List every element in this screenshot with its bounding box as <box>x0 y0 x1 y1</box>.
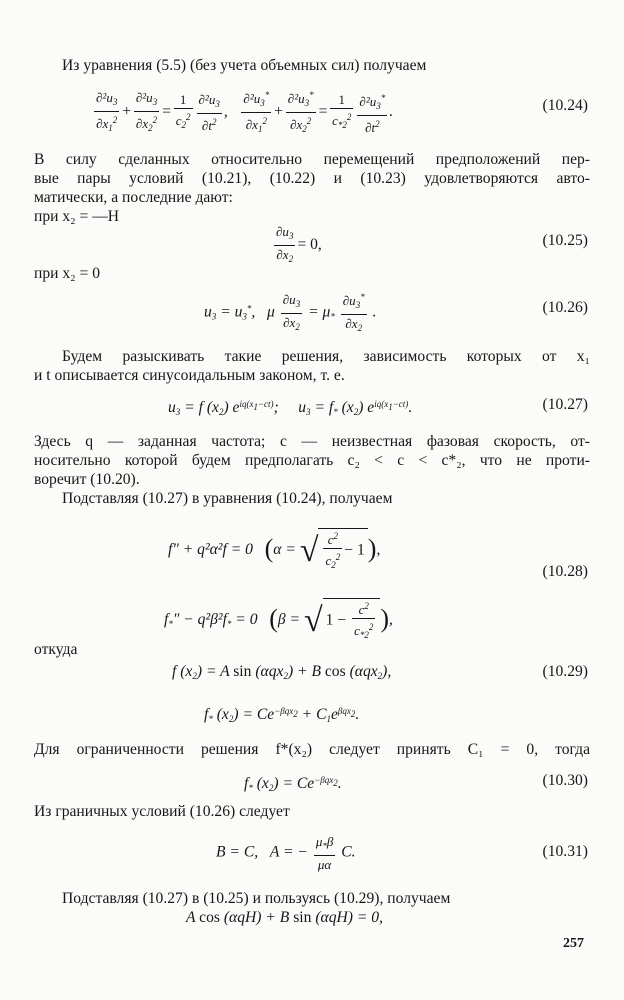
paragraph-line: и t описывается синусоидальным законом, т. е. <box>34 367 345 384</box>
equation-10-24: $\frac{\partial^2u_3}{\partial x_1^2}$ + $\frac{\partial^2u_3}{\partial x_2^2}$ = $\frac{1}{c_2^2}$ $\frac{\partial^2u_3}{\partial t^2}$ , $\frac{\partial^2u_3^*}{\partial x_1^2}$ + $\frac{\partial^2u_3^*}{\partial x_2^2}$ = $\frac{1}{c_{*2}^2}$ $\frac{\partial^2u_3^*}{\partial t^2}$ . <box>96 89 394 135</box>
equation-number: (10.27) <box>542 396 588 413</box>
equation-10-29a: f $(x_2) = A$ sin (αqx$_2$) + B cos (αqx$_2$), <box>172 663 392 681</box>
equation-10-28b: $f_*'' - q^2\beta^2f_* = 0$ (β = √ 1 − $\frac{c^2}{c_{*2}^2}$ ), <box>164 598 393 643</box>
condition-label: при x₂ = —H <box>34 208 120 225</box>
paragraph-line: Подставляя (10.27) в уравнения (10.24), получаем <box>62 490 393 507</box>
equation-10-26: $u_3 = u_3^*$, μ $\frac{\partial u_3}{\partial x_2}$ = $\mu_*$ $\frac{\partial u_3^*}{\partial x_2}$ . <box>204 291 377 333</box>
equation-number: (10.29) <box>542 663 588 680</box>
equation-10-27: $u_3 = f$ $(x_2)$ $e^{iq(x_1-ct)}$; $u_3 = f_*$ $(x_2)$ $e^{iq(x_1-ct)}$. <box>168 399 413 417</box>
equation-number: (10.31) <box>542 843 588 860</box>
equation-number: (10.25) <box>542 232 588 249</box>
paragraph-line: Подставляя (10.27) в (10.25) и пользуясь (10.29), получаем <box>62 890 451 907</box>
equation-final: A cos (αqH) + B sin (αqH) = 0, <box>186 909 383 926</box>
paragraph-line: воречит (10.20). <box>34 471 140 488</box>
paragraph-line: матически, а последние дают: <box>34 189 233 206</box>
paragraph-line: Из уравнения (5.5) (без учета объемных сил) получаем <box>62 57 427 74</box>
equation-10-31: B = C, A = − $\frac{\mu_*\beta}{\mu\alpha}$ C. <box>216 834 356 872</box>
paragraph-line: Из граничных условий (10.26) следует <box>34 803 290 820</box>
paragraph-line: Здесь q — заданная частота; c — неизвестная фазовая скорость, от- <box>34 433 590 450</box>
equation-10-30: $f_*$ $(x_2) = Ce^{-\beta qx_2}$. <box>244 775 342 793</box>
paragraph-line: В силу сделанных относительно перемещений предположений пер- <box>34 151 590 168</box>
equation-number: (10.30) <box>542 772 588 789</box>
paragraph-line: Будем разыскивать такие решения, зависимость которых от x₁ <box>62 348 590 365</box>
paragraph-line: носительно которой будем предполагать c₂ < c < c*₂, что не проти- <box>34 452 590 469</box>
equation-number: (10.24) <box>542 97 588 114</box>
paragraph-line: вые пары условий (10.21), (10.22) и (10.23) удовлетворяются авто- <box>34 170 590 187</box>
equation-10-29b: $f_*$ $(x_2) = Ce^{-\beta qx_2} + C_1e^{\beta qx_2}$. <box>204 706 360 724</box>
paragraph-line: Для ограниченности решения f*(x₂) следует принять C₁ = 0, тогда <box>34 741 590 758</box>
paragraph-line: откуда <box>34 641 78 658</box>
page-number: 257 <box>563 936 584 951</box>
equation-number: (10.28) <box>542 563 588 580</box>
condition-label: при x₂ = 0 <box>34 265 101 282</box>
equation-10-28a: f″ + q²α²f = 0 (α = √ $\frac{c^2}{c_2^2}$ − 1 ), <box>168 528 380 573</box>
equation-10-25: $\frac{\partial u_3}{\partial x_2}$ = 0, <box>276 224 322 264</box>
equation-number: (10.26) <box>542 299 588 316</box>
